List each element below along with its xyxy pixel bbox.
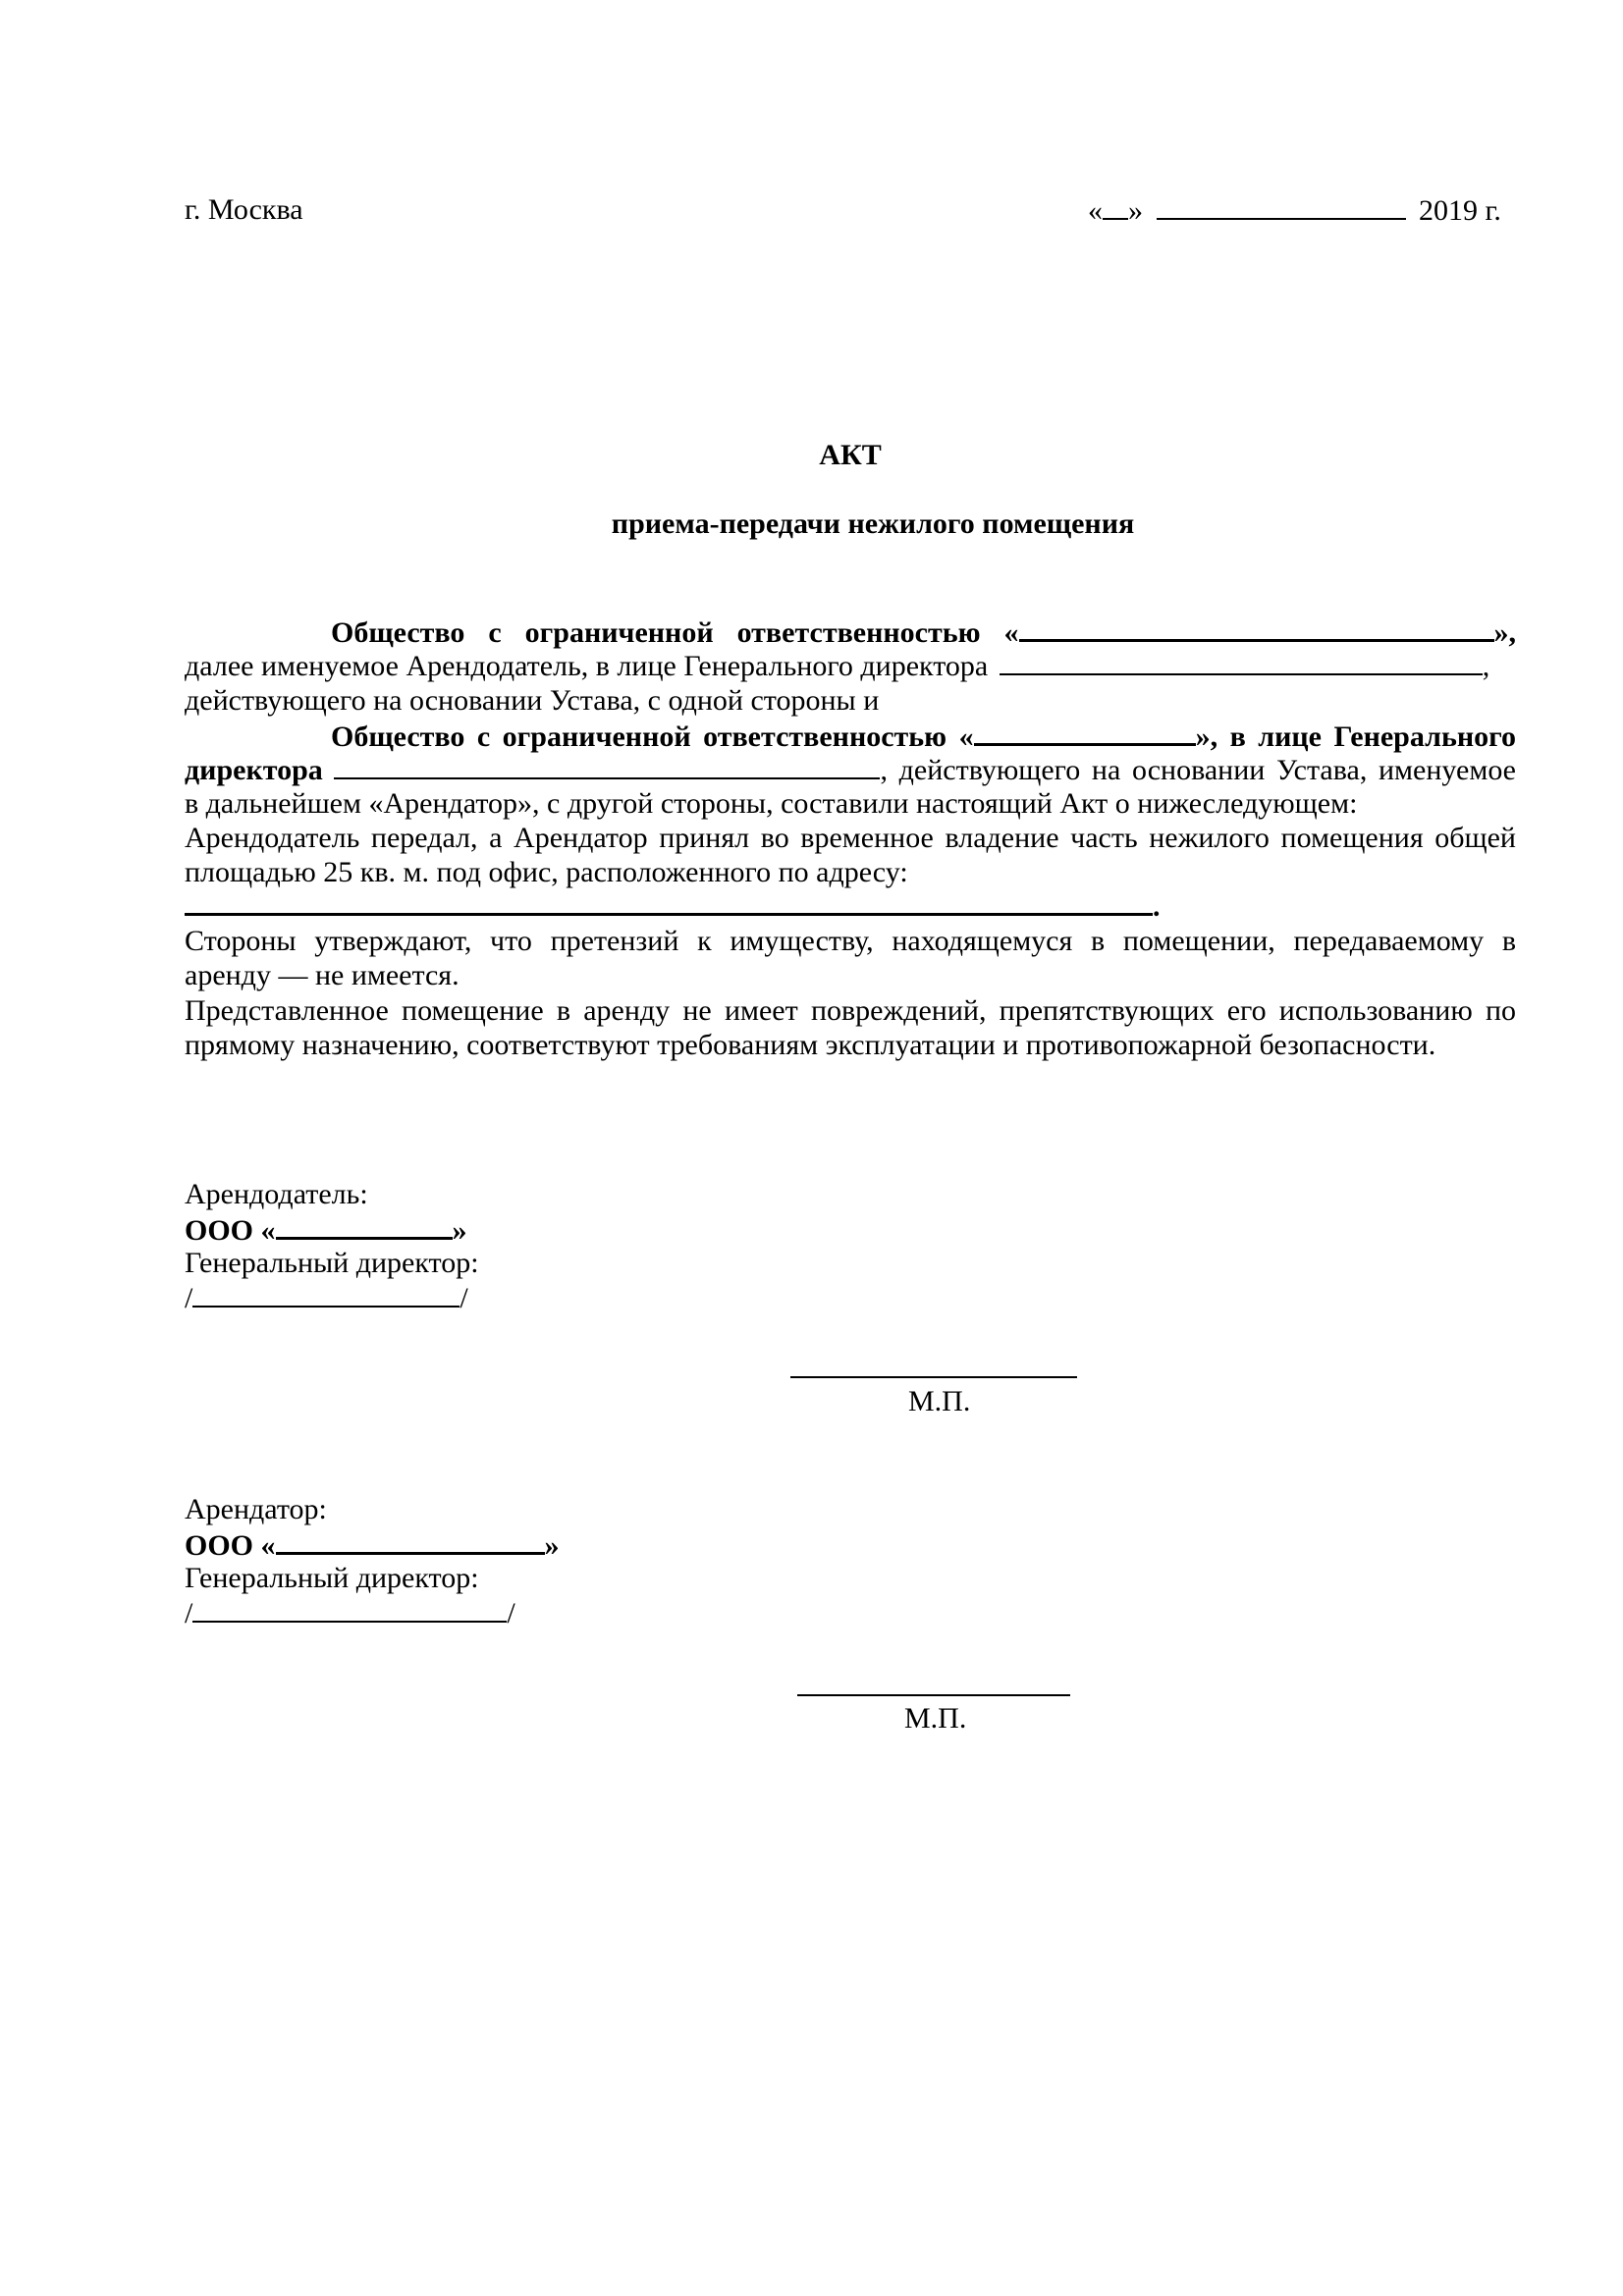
landlord-role: Арендодатель: <box>185 1178 368 1210</box>
doc-subtitle: приема-передачи нежилого помещения <box>611 507 1135 540</box>
tenant-signature-line: / / <box>185 1597 515 1629</box>
landlord-stamp-label: М.П. <box>908 1385 971 1417</box>
address-blank <box>185 887 1153 916</box>
p3-line1: Арендодатель передал, а Арендатор принял во временное владение часть нежилого помещения общей <box>185 822 1516 854</box>
landlord-director-blank <box>1000 648 1483 675</box>
p1-line1: Общество с ограниченной ответственностью « », <box>331 614 1516 651</box>
p2-line2: директора , действующего на основании Устава, именуемое <box>185 754 1516 786</box>
doc-title: АКТ <box>819 439 882 471</box>
tenant-position: Генеральный директор: <box>185 1562 479 1594</box>
p1-line3: действующего на основании Устава, с одной стороны и <box>185 684 880 717</box>
city: г. Москва <box>185 193 303 226</box>
p3-line2: площадью 25 кв. м. под офис, расположенного по адресу: <box>185 856 908 888</box>
date-line <box>1088 192 1501 229</box>
tenant-stamp-line <box>797 1694 1070 1696</box>
tenant-role: Арендатор: <box>185 1493 327 1525</box>
date-open-quote: « <box>1088 194 1103 227</box>
month-blank <box>1157 192 1406 220</box>
landlord-position: Генеральный директор: <box>185 1247 479 1279</box>
landlord-org-blank <box>276 1211 453 1240</box>
p2-line3: в дальнейшем «Арендатор», с другой стороны, составили настоящий Акт о нижеследующем: <box>185 787 1358 820</box>
tenant-stamp-label: М.П. <box>904 1702 967 1735</box>
landlord-stamp-line <box>790 1376 1077 1378</box>
landlord-org: ООО « » <box>185 1211 467 1249</box>
tenant-director-blank <box>334 752 880 779</box>
tenant-org-blank <box>276 1526 545 1555</box>
tenant-name-blank <box>974 718 1196 746</box>
date-close-quote: » <box>1128 194 1143 227</box>
landlord-name-blank <box>1019 614 1494 642</box>
p1-line2: далее именуемое Арендодатель, в лице Генерального директора , <box>185 650 1490 682</box>
p5-line1: Представленное помещение в аренду не имеет повреждений, препятствующих его использованию по <box>185 994 1516 1027</box>
p3-line3: . <box>185 887 1161 925</box>
year: 2019 г. <box>1419 194 1501 227</box>
landlord-signature-blank <box>192 1280 460 1308</box>
tenant-org: ООО « » <box>185 1526 560 1564</box>
landlord-signature-line: / / <box>185 1282 468 1314</box>
p5-line2: прямому назначению, соответствуют требованиям эксплуатации и противопожарной безопасности. <box>185 1029 1436 1061</box>
p4-line1: Стороны утверждают, что претензий к имуществу, находящемуся в помещении, передаваемому в <box>185 925 1516 957</box>
p4-line2: аренду — не имеется. <box>185 959 460 991</box>
day-blank <box>1103 192 1128 220</box>
p2-line1: Общество с ограниченной ответственностью « », в лице Генерального <box>331 718 1516 755</box>
tenant-signature-blank <box>192 1595 507 1623</box>
